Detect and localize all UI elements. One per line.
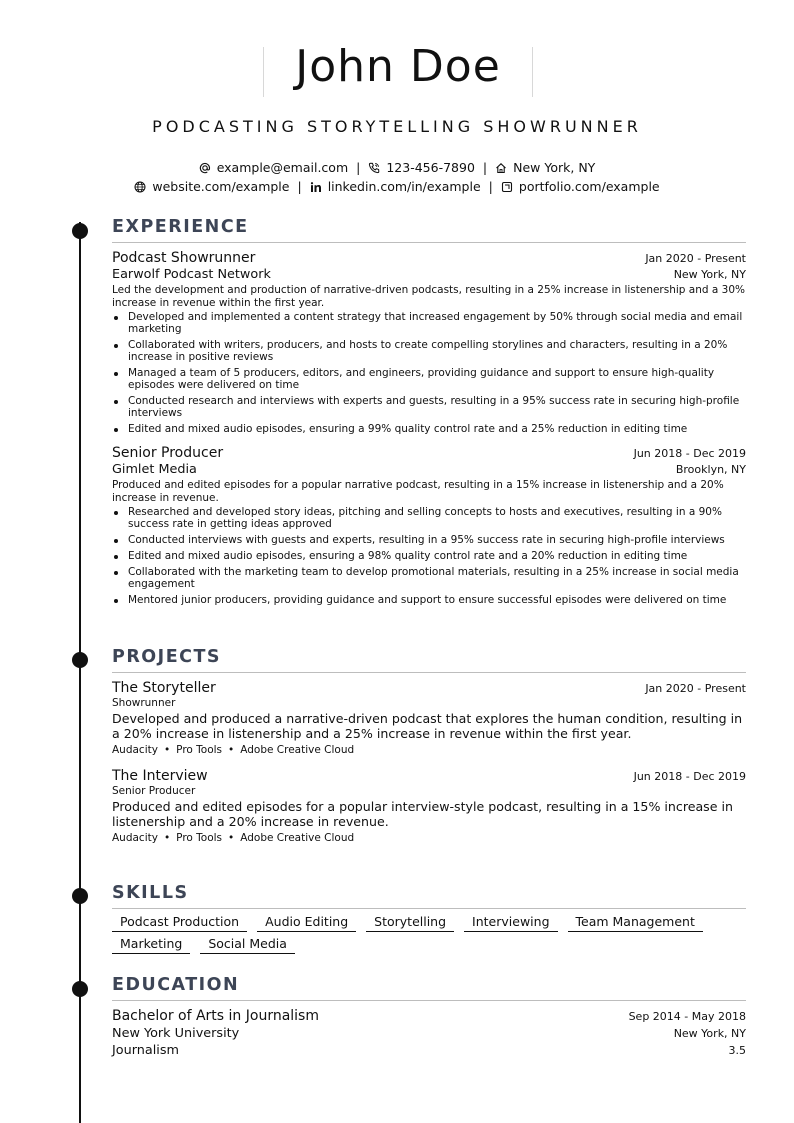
project-description: Developed and produced a narrative-driven podcast that explores the human condition, resulting in a 20% increase in listenership and a 25% increase in revenue within the first year. (112, 711, 743, 741)
globe-icon (134, 181, 146, 193)
section-title: PROJECTS (112, 647, 222, 667)
projects-section (112, 646, 746, 844)
skill-tag: Interviewing (464, 914, 557, 932)
job-position: Podcast Showrunner (112, 250, 256, 266)
project-dates: Jun 2018 - Dec 2019 (633, 770, 746, 783)
list-item: Researched and developed story ideas, pitching and selling concepts to hosts and executives, resulting in a 90% success rate in getting ideas approved (112, 506, 746, 530)
school-name: New York University (112, 1026, 240, 1041)
project-name: The Storyteller (112, 680, 216, 696)
list-item: Collaborated with the marketing team to develop promotional materials, resulting in a 25% increase in social media engagement (112, 566, 746, 590)
skill-tag: Podcast Production (112, 914, 247, 932)
project-role: Senior Producer (112, 785, 196, 797)
contact-line-2 (0, 179, 794, 194)
job-dates: Jan 2020 - Present (645, 252, 746, 265)
list-item: Managed a team of 5 producers, editors, and engineers, providing guidance and support to ensure high-quality episodes were delivered on time (112, 367, 746, 391)
education-dates: Sep 2014 - May 2018 (628, 1010, 746, 1023)
candidate-name: John Doe (295, 41, 501, 92)
skill-tag: Social Media (200, 936, 295, 954)
field-of-study: Journalism (112, 1043, 179, 1058)
experience-section (112, 216, 746, 610)
job-entry (112, 250, 746, 435)
location-text: New York, NY (513, 160, 596, 175)
job-entry (112, 445, 746, 606)
timeline-dot (72, 223, 88, 239)
education-entry (112, 1008, 746, 1058)
email-link[interactable]: example@email.com (216, 160, 349, 175)
list-item: Conducted research and interviews with experts and guests, resulting in a 95% success rate in securing high-profile interviews (112, 395, 746, 419)
project-description: Produced and edited episodes for a popular interview-style podcast, resulting in a 15% increase in listenership and a 20% increase in revenue. (112, 799, 733, 829)
list-item: Conducted interviews with guests and experts, resulting in a 95% success rate in securing high-profile interviews (112, 534, 746, 546)
job-company: Gimlet Media (112, 462, 197, 477)
section-title: EDUCATION (112, 975, 240, 995)
list-item: Collaborated with writers, producers, and hosts to create compelling storylines and characters, resulting in a 20% increase in positive reviews (112, 339, 746, 363)
separator: | (488, 179, 493, 194)
home-icon (495, 162, 507, 174)
section-title: EXPERIENCE (112, 217, 249, 237)
list-item: Developed and implemented a content strategy that increased engagement by 50% through social media and email marketing (112, 311, 746, 335)
list-item: Edited and mixed audio episodes, ensuring a 98% quality control rate and a 20% reduction in editing time (112, 550, 746, 562)
skill-tag: Marketing (112, 936, 190, 954)
project-entry (112, 680, 746, 756)
linkedin-icon (310, 181, 322, 193)
portfolio-link[interactable]: portfolio.com/example (518, 179, 660, 194)
gpa: 3.5 (728, 1044, 746, 1057)
school-location: New York, NY (673, 1027, 746, 1040)
tool-tag: Pro Tools (176, 744, 223, 756)
tool-tag: Adobe Creative Cloud (240, 832, 355, 844)
skill-tag: Team Management (568, 914, 703, 932)
tool-tag: Audacity (112, 744, 158, 756)
skills-list (112, 914, 732, 954)
job-location: New York, NY (673, 268, 746, 281)
education-section (112, 974, 746, 1058)
name-frame (263, 41, 533, 97)
project-name: The Interview (112, 768, 208, 784)
phone-icon (368, 162, 380, 174)
timeline-dot (72, 652, 88, 668)
job-summary: Produced and edited episodes for a popular narrative podcast, resulting in a 15% increase in listenership and a 20% increase in revenue. (112, 479, 724, 504)
list-item: Mentored junior producers, providing guidance and support to ensure successful episodes were delivered on time (112, 594, 746, 606)
website-link[interactable]: website.com/example (152, 179, 290, 194)
project-role: Showrunner (112, 697, 176, 709)
project-entry (112, 768, 746, 844)
section-divider (112, 1000, 746, 1001)
job-dates: Jun 2018 - Dec 2019 (633, 447, 746, 460)
job-summary: Led the development and production of narrative-driven podcasts, resulting in a 25% increase in listenership and a 30% increase in revenue within the first year. (112, 284, 745, 309)
at-icon (199, 162, 211, 174)
job-location: Brooklyn, NY (675, 463, 746, 476)
job-bullets (112, 311, 746, 435)
skills-section (112, 882, 746, 954)
separator: | (482, 160, 488, 175)
timeline-dot (72, 888, 88, 904)
project-dates: Jan 2020 - Present (645, 682, 746, 695)
phone-number[interactable]: 123-456-7890 (386, 160, 475, 175)
timeline-dot (72, 981, 88, 997)
project-tools: Audacity • Pro Tools • Adobe Creative Cloud (112, 832, 355, 844)
section-divider (112, 242, 746, 243)
linkedin-link[interactable]: linkedin.com/in/example (327, 179, 481, 194)
section-divider (112, 672, 746, 673)
tool-tag: Adobe Creative Cloud (240, 744, 355, 756)
tool-tag: Audacity (112, 832, 158, 844)
list-item: Edited and mixed audio episodes, ensuring a 99% quality control rate and a 25% reduction in editing time (112, 423, 746, 435)
contact-line-1 (0, 160, 794, 175)
job-company: Earwolf Podcast Network (112, 267, 271, 282)
job-position: Senior Producer (112, 445, 224, 461)
separator: | (297, 179, 302, 194)
skill-tag: Storytelling (366, 914, 454, 932)
skill-tag: Audio Editing (257, 914, 356, 932)
degree: Bachelor of Arts in Journalism (112, 1008, 319, 1024)
job-bullets (112, 506, 746, 606)
portfolio-icon (501, 181, 513, 193)
candidate-role: PODCASTING STORYTELLING SHOWRUNNER (152, 117, 642, 136)
tool-tag: Pro Tools (176, 832, 223, 844)
section-divider (112, 908, 746, 909)
project-tools: Audacity • Pro Tools • Adobe Creative Cloud (112, 744, 355, 756)
section-title: SKILLS (112, 883, 189, 903)
separator: | (356, 160, 361, 175)
